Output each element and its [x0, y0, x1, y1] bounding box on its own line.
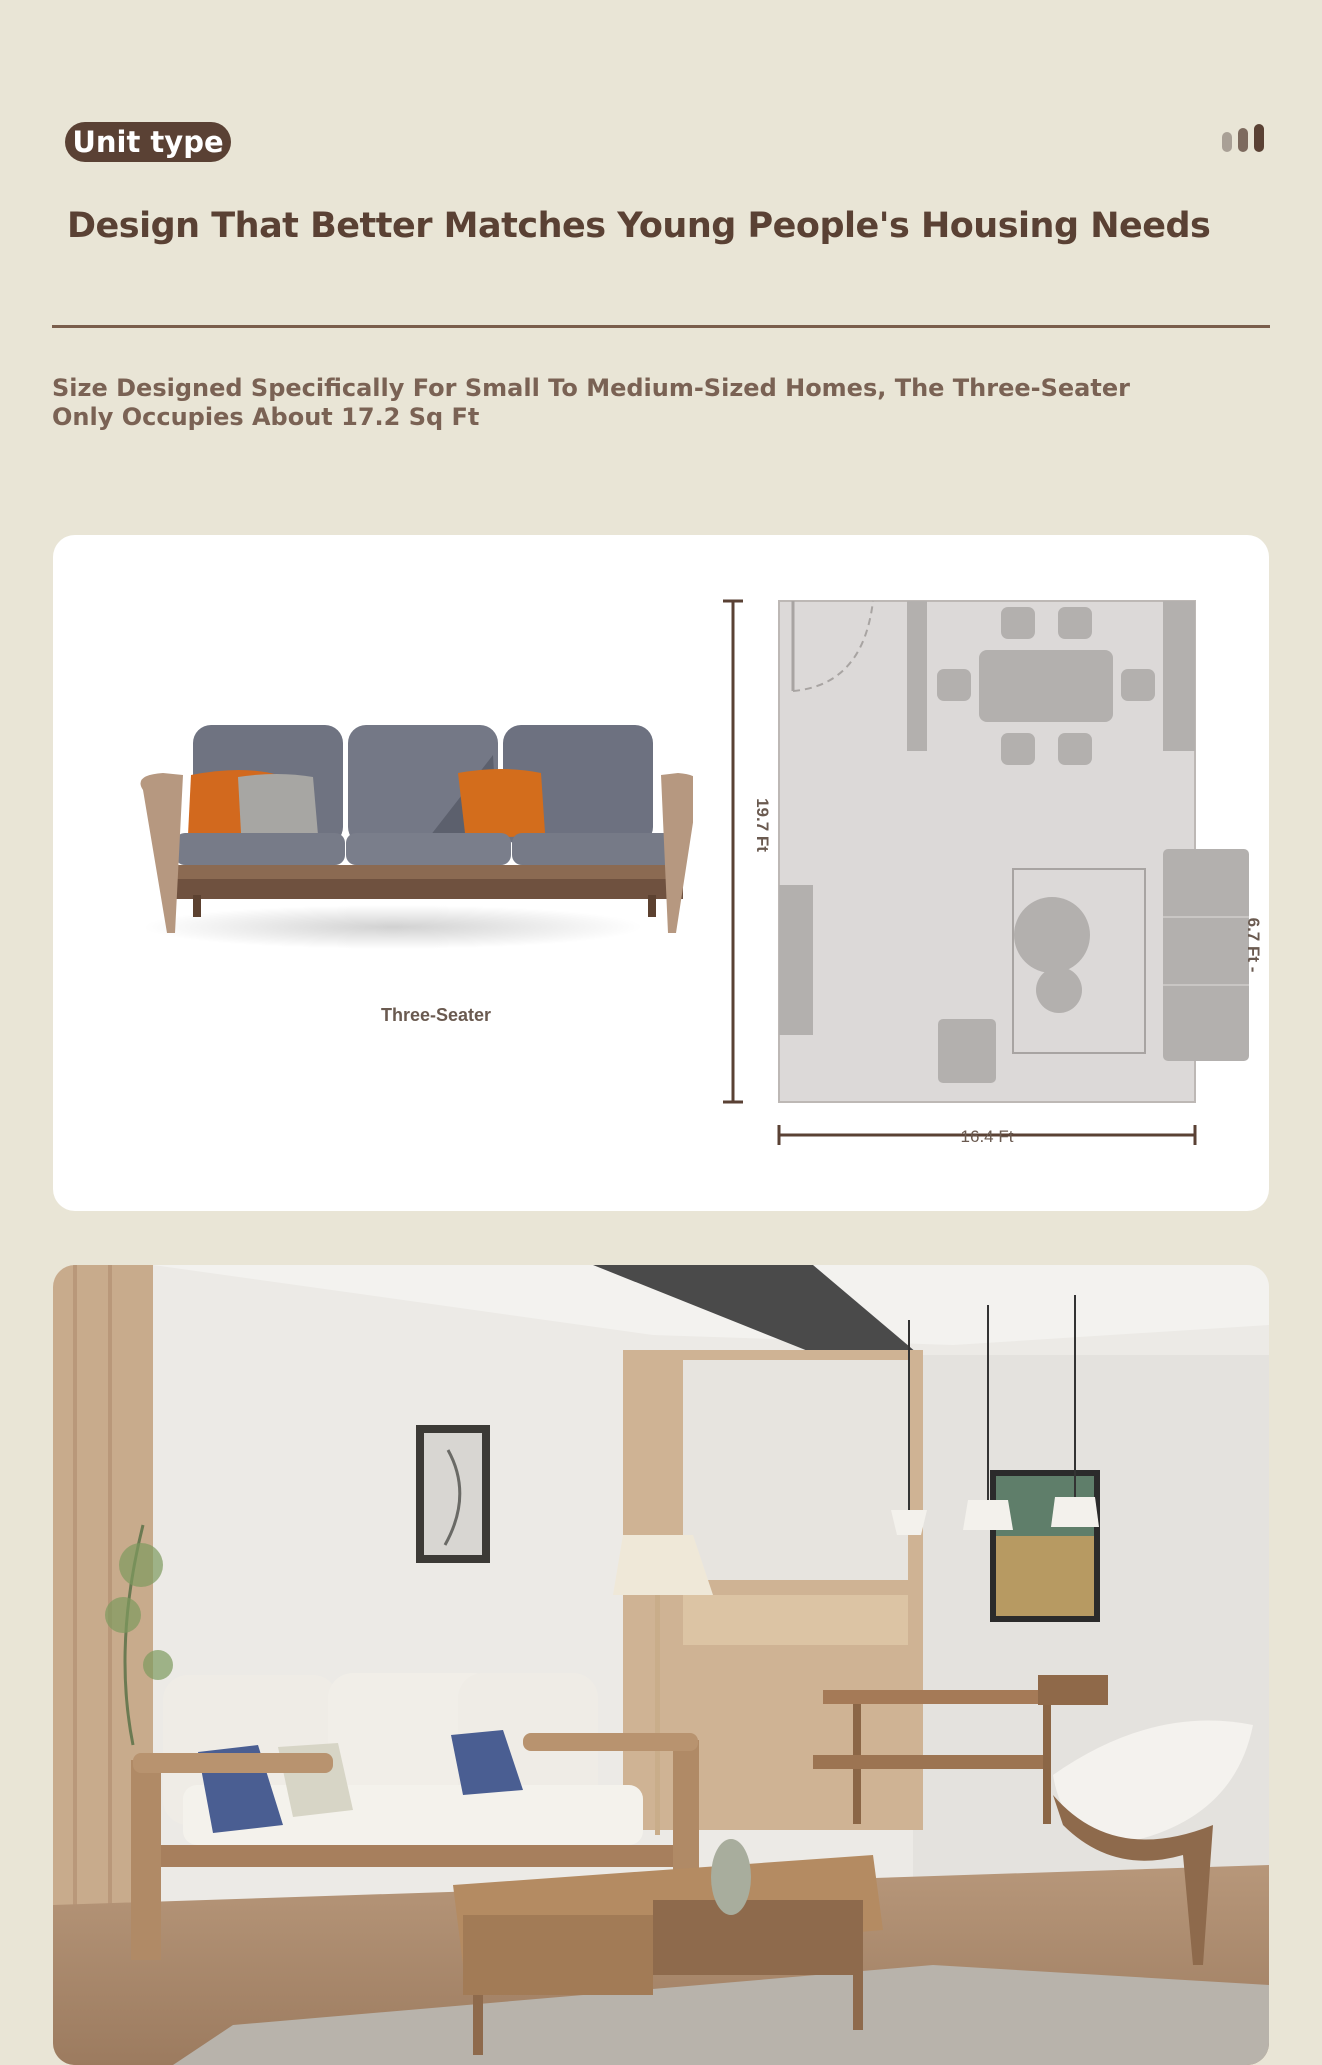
page-indicator-icon [1222, 122, 1266, 152]
divider [52, 325, 1270, 328]
sofa-span-dimension [1236, 895, 1266, 1095]
width-dimension-label: 16.4 Ft [960, 1127, 1014, 1145]
sofa-span-label: 6.7 Ft - [1244, 917, 1263, 973]
unit-type-badge: Unit type [65, 122, 231, 162]
product-panel [53, 535, 1269, 1211]
size-description: Size Designed Specifically For Small To Medium-Sized Homes, The Three-Seater Only Occupies About 17.2 Sq Ft [52, 374, 1130, 431]
page-title: Design That Better Matches Young People's Housing Needs [67, 206, 1211, 246]
living-room-scene [53, 1265, 1269, 2065]
sofa-caption: Three-Seater [380, 1005, 492, 1025]
sofa-illustration [93, 695, 693, 965]
height-dimension-label: 19.7 Ft [753, 798, 772, 852]
living-room-photo [53, 1265, 1269, 2065]
floorplan-diagram [693, 585, 1253, 1145]
